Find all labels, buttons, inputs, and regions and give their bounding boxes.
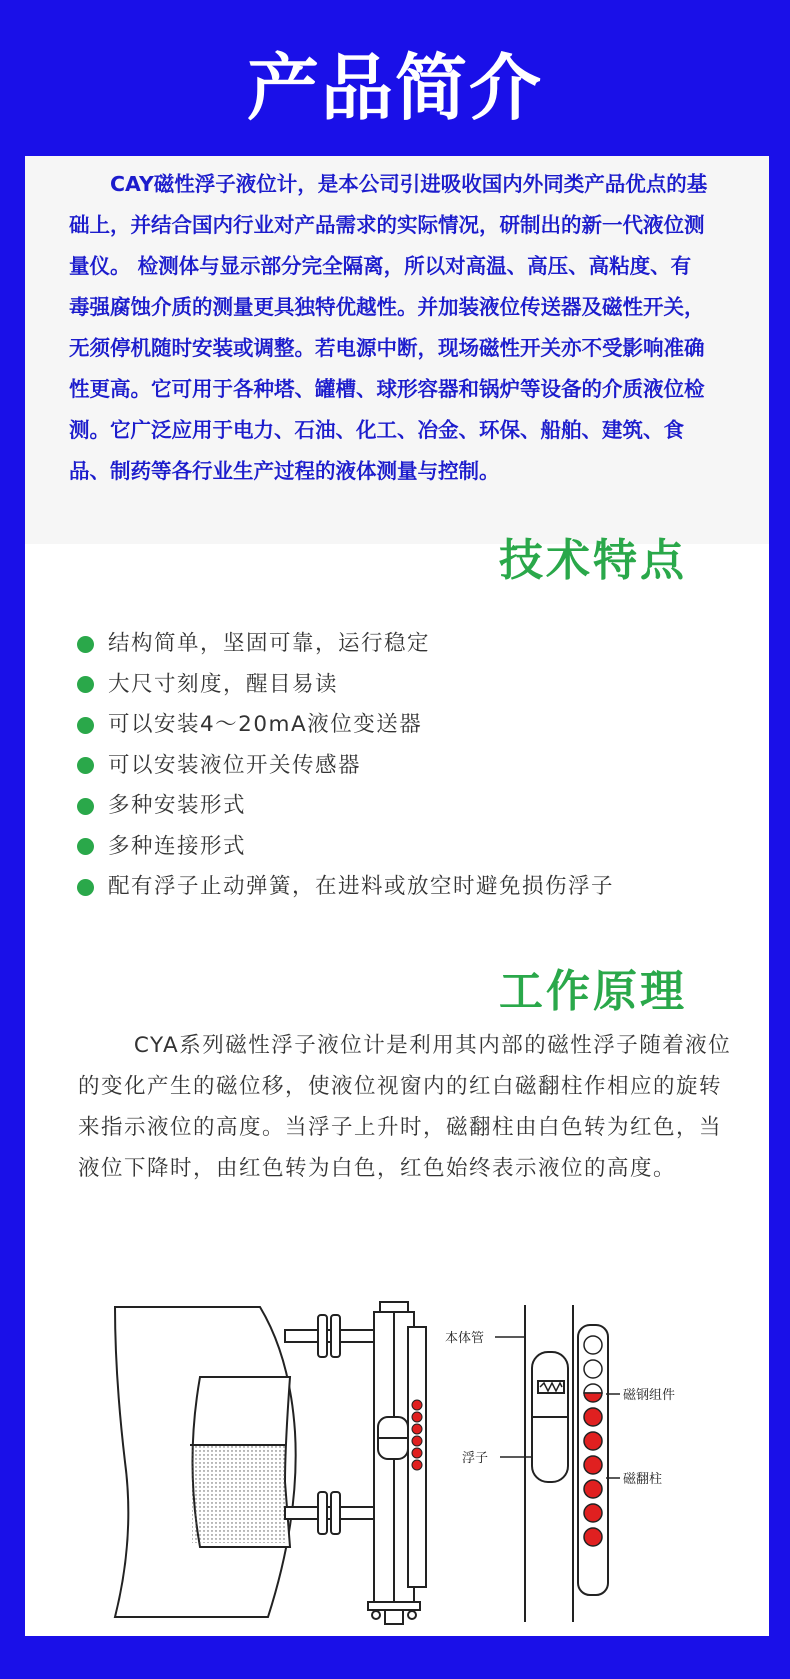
bullet-icon (77, 676, 94, 693)
flip-column-label: 磁翻柱 (623, 1472, 663, 1487)
level-gauge-diagram (90, 1297, 750, 1632)
bullet-icon (77, 717, 94, 734)
content-panel (25, 535, 769, 1636)
page-title: 产品简介 (246, 46, 543, 130)
feature-item: 可以安装液位开关传感器 (77, 746, 614, 787)
bullet-icon (77, 879, 94, 896)
bullet-icon (77, 636, 94, 653)
feature-item: 配有浮子止动弹簧，在进料或放空时避免损伤浮子 (77, 867, 614, 908)
float-label: 浮子 (462, 1451, 489, 1466)
bullet-icon (77, 798, 94, 815)
intro-box (25, 156, 769, 544)
feature-item: 可以安装4～20mA液位变送器 (77, 705, 614, 746)
feature-list (77, 624, 614, 908)
bullet-icon (77, 838, 94, 855)
tank-illustration (115, 1307, 296, 1617)
bullet-icon (77, 757, 94, 774)
connection-flanges (285, 1315, 375, 1534)
body-tube-label: 本体管 (445, 1331, 485, 1346)
feature-item: 结构简单，坚固可靠，运行稳定 (77, 624, 614, 665)
feature-item: 大尺寸刻度，醒目易读 (77, 665, 614, 706)
feature-item: 多种安装形式 (77, 786, 614, 827)
features-heading: 技术特点 (499, 535, 687, 586)
principle-heading: 工作原理 (499, 966, 687, 1017)
flip-column-balls (584, 1336, 602, 1546)
magnet-steel-label: 磁钢组件 (623, 1388, 676, 1403)
principle-text: CYA系列磁性浮子液位计是利用其内部的磁性浮子随着液位的变化产生的磁位移，使液位视窗内的红白磁翻柱作相应的旋转来指示液位的高度。当浮子上升时，磁翻柱由白色转为红色，当液位下降时，由红色转为白色，红色始终表示液位的高度。 (78, 1033, 732, 1181)
intro-text: CAY磁性浮子液位计，是本公司引进吸收国内外同类产品优点的基础上，并结合国内行业对产品需求的实际情况，研制出的新一代液位测量仪。 检测体与显示部分完全隔离，所以对高温、高压、高粘度、有毒强腐蚀介质的测量更具独特优越性。并加装液位传送器及磁性开关，无须停机随时安装或调整。若电源中断，现场磁性开关亦不受影响准确性更高。它可用于各种塔、罐槽、球形容器和锅炉等设备的介质液位检测。它广泛应用于电力、石油、化工、冶金、环保、船舶、建筑、食品、制药等各行业生产过程的液体测量与控制。 (69, 172, 708, 483)
feature-item: 多种连接形式 (77, 827, 614, 868)
